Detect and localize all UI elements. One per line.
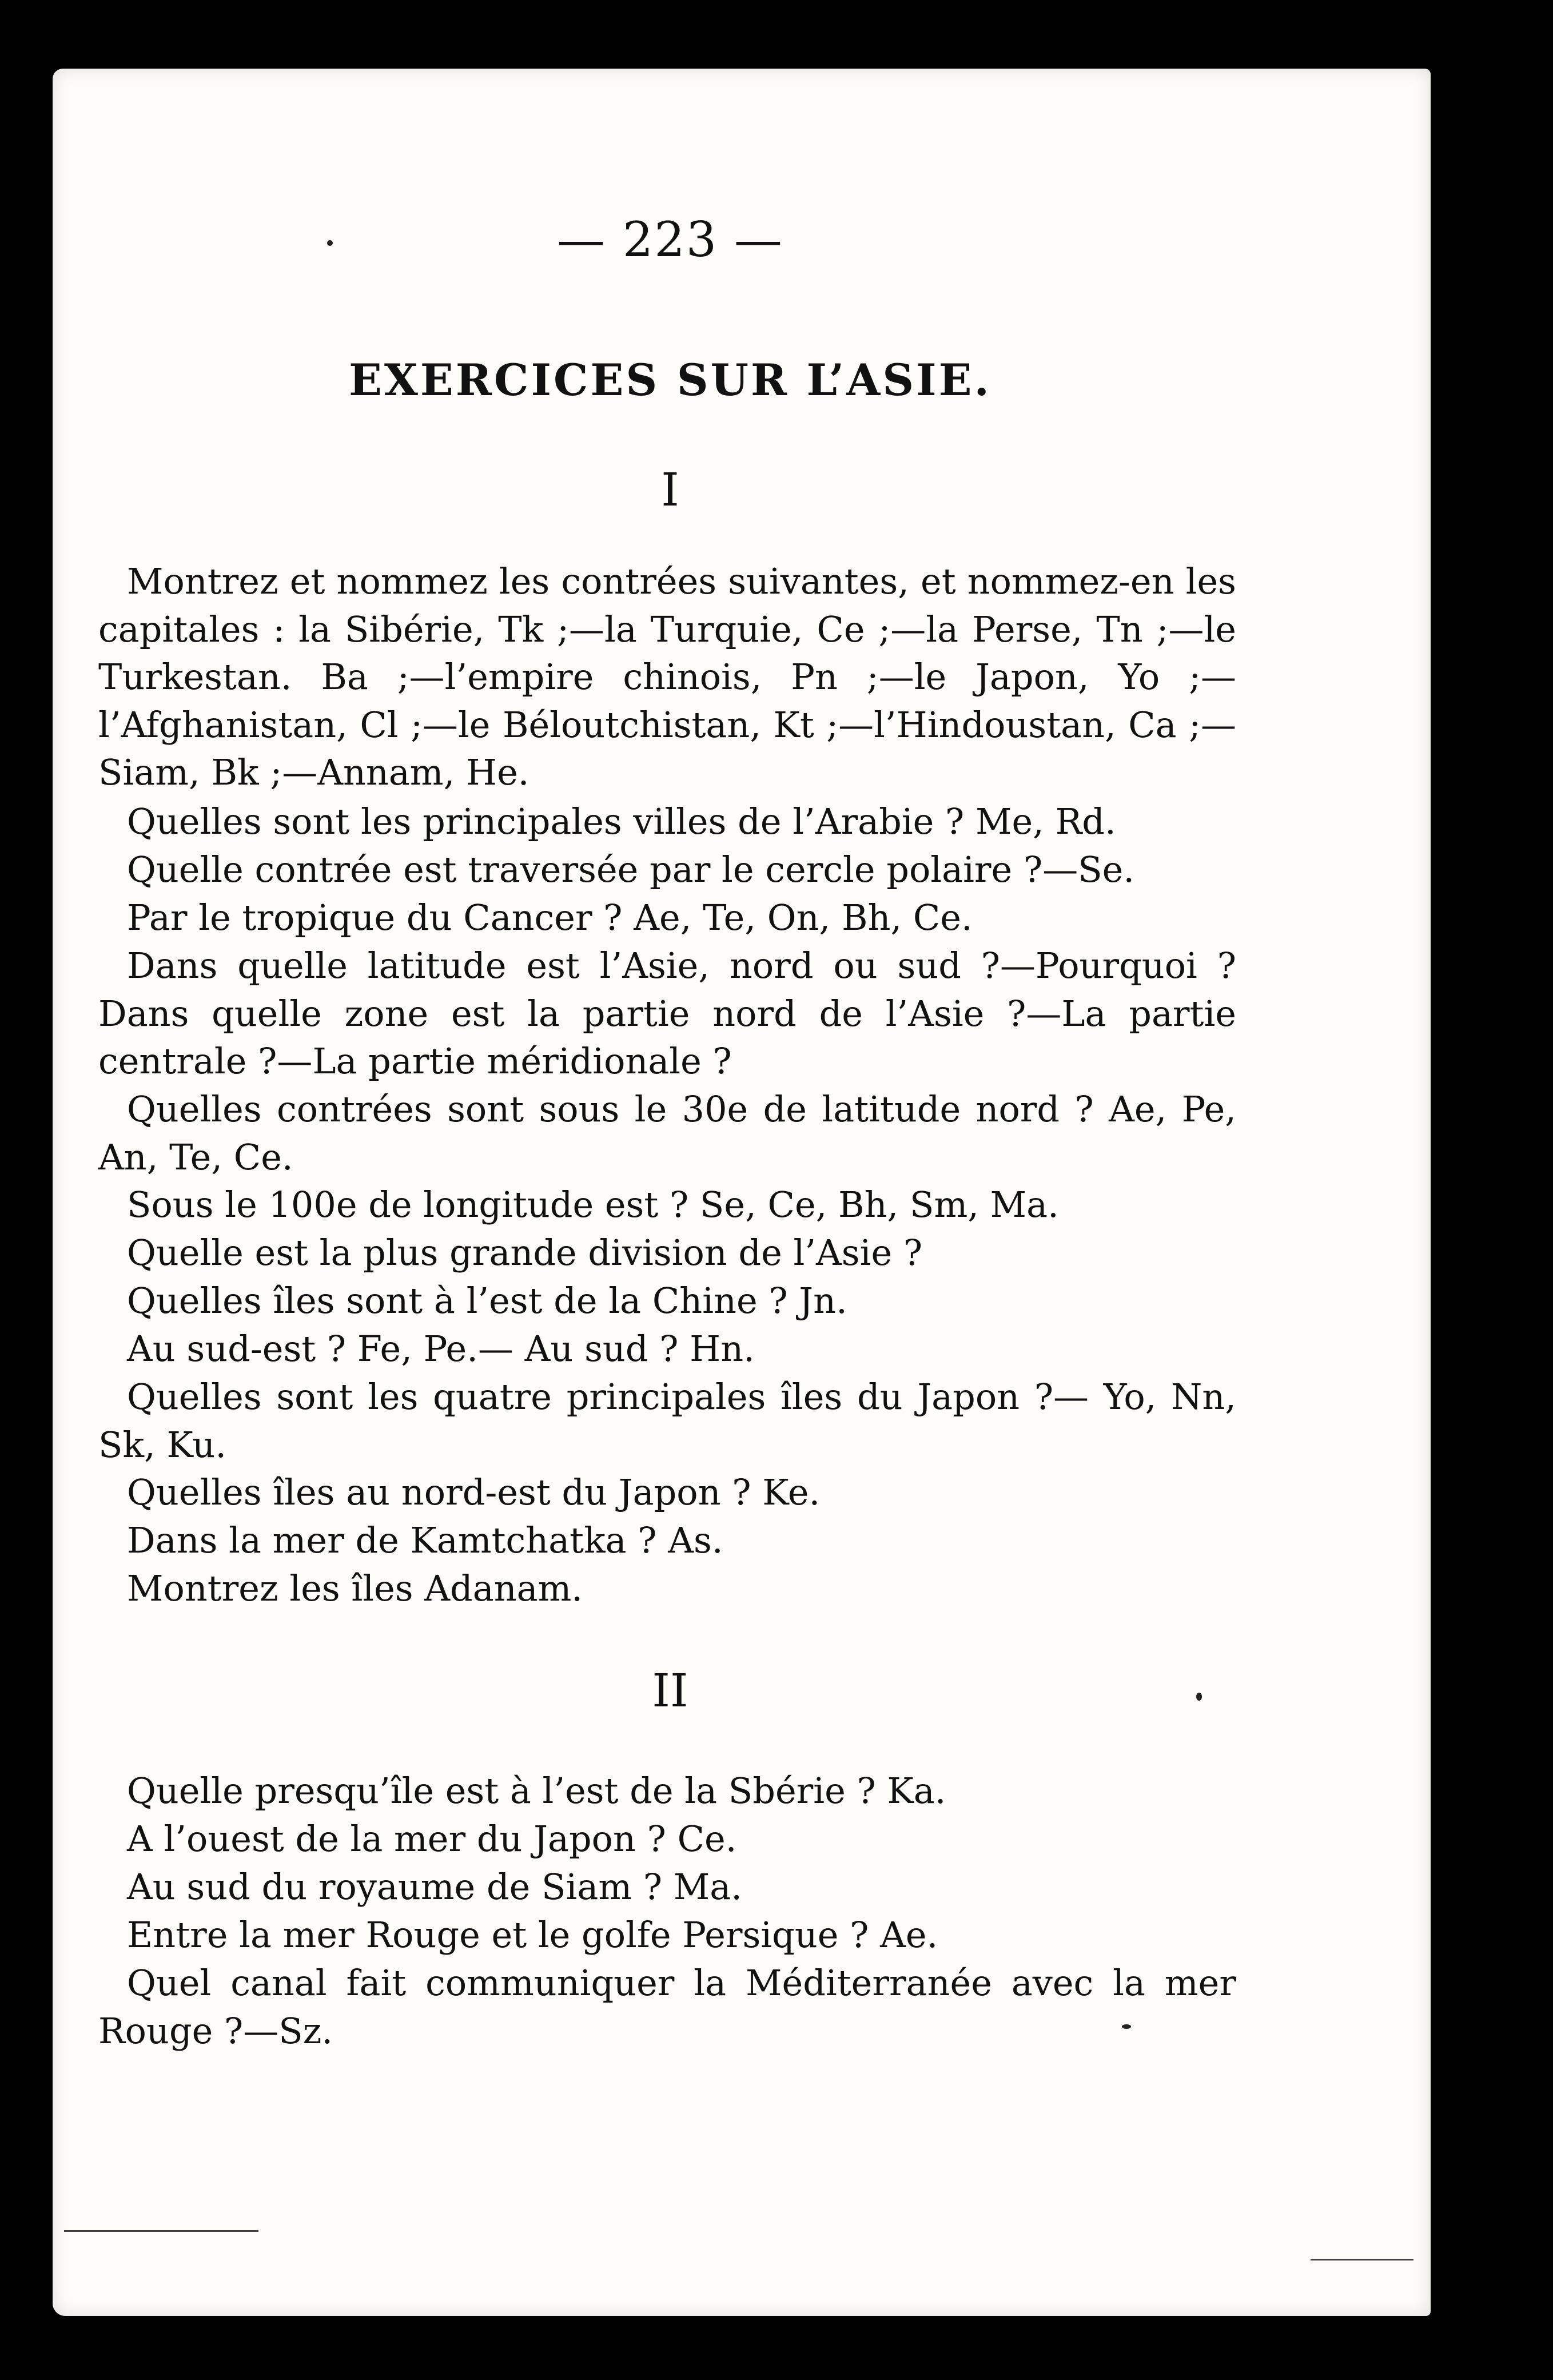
paragraph: Quelles contrées sont sous le 30e de latitude nord ? Ae, Pe, An, Te, Ce. — [98, 1088, 1236, 1178]
paragraph: Quelle contrée est traversée par le cercle polaire ?—Se. — [127, 849, 1135, 890]
paragraph: Dans la mer de Kamtchatka ? As. — [127, 1519, 723, 1561]
paragraph: Au sud-est ? Fe, Pe.— Au sud ? Hn. — [127, 1328, 755, 1370]
paragraph: Montrez et nommez les contrées suivantes, et nommez-en les capitales : la Sibérie, Tk ;—la Turquie, Ce ;—la Perse, Tn ;—le Turkestan. Ba ;—l’empire chinois, Pn ;—le Japon, Yo ;—l’Afghanistan, Cl ;—le Béloutchistan, Kt ;—l’Hindoustan, Ca ;—Siam, Bk ;—Annam, He. — [98, 560, 1236, 793]
paragraph: Quelles îles sont à l’est de la Chine ? Jn. — [127, 1280, 847, 1322]
paragraph: Entre la mer Rouge et le golfe Persique ? Ae. — [127, 1914, 938, 1956]
paragraph: Quelle presqu’île est à l’est de la Sbérie ? Ka. — [127, 1770, 946, 1812]
section-numeral: I — [661, 463, 679, 516]
paragraph: Au sud du royaume de Siam ? Ma. — [127, 1866, 742, 1908]
paragraph: Par le tropique du Cancer ? Ae, Te, On, Bh, Ce. — [127, 897, 973, 938]
page-title: EXERCICES SUR L’ASIE. — [348, 355, 992, 405]
page-number: — 223 — — [557, 212, 783, 268]
paragraph: Quelles sont les quatre principales îles du Japon ?— Yo, Nn, Sk, Ku. — [98, 1376, 1236, 1466]
paragraph: Quelles îles au nord-est du Japon ? Ke. — [127, 1471, 821, 1513]
section-numeral: II — [652, 1664, 688, 1717]
paragraph: A l’ouest de la mer du Japon ? Ce. — [127, 1818, 737, 1860]
paragraph: Montrez les îles Adanam. — [127, 1567, 583, 1609]
paragraph: Sous le 100e de longitude est ? Se, Ce, Bh, Sm, Ma. — [127, 1184, 1059, 1225]
edge-mark — [1311, 2259, 1413, 2260]
book-page — [53, 69, 1431, 2316]
paragraph: Dans quelle latitude est l’Asie, nord ou sud ?—Pourquoi ? Dans quelle zone est la partie nord de l’Asie ?—La partie centrale ?—La partie méridionale ? — [98, 945, 1236, 1082]
paragraph: Quelles sont les principales villes de l’Arabie ? Me, Rd. — [127, 801, 1116, 842]
paragraph: Quel canal fait communiquer la Méditerranée avec la mer Rouge ?—Sz. — [98, 1962, 1236, 2052]
paragraph: Quelle est la plus grande division de l’Asie ? — [127, 1232, 923, 1273]
edge-mark — [64, 2230, 258, 2232]
